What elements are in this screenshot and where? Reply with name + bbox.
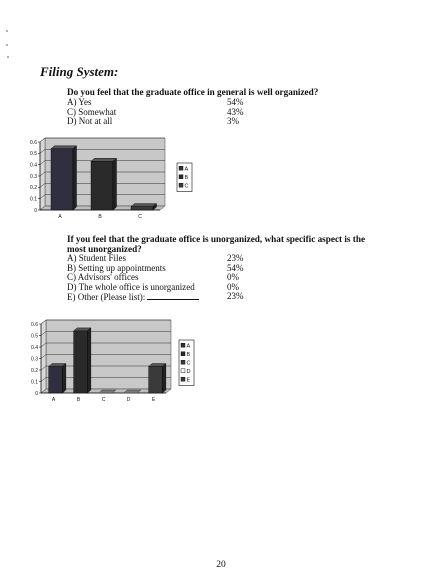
bar xyxy=(49,367,63,393)
y-tick-label: 0.2 xyxy=(30,185,37,192)
scan-mark xyxy=(6,44,8,46)
legend-swatch xyxy=(181,360,185,364)
legend-label: A xyxy=(186,343,191,350)
legend-swatch xyxy=(179,175,183,179)
option-label: A) Student Files xyxy=(67,253,127,263)
option-label: D) The whole office is unorganized xyxy=(67,281,195,292)
x-tick-label: A xyxy=(51,397,56,403)
option-text: E) Other (Please list): xyxy=(67,292,146,303)
question-2-options xyxy=(67,254,267,303)
bar-top xyxy=(131,204,157,207)
legend-swatch xyxy=(181,377,185,381)
option-percent: 3% xyxy=(227,116,239,127)
y-tick-label: 0.4 xyxy=(30,162,37,169)
scan-mark xyxy=(7,56,9,58)
option-percent: 54% xyxy=(227,262,244,273)
option-label: C) Somewhat xyxy=(67,106,117,117)
bar xyxy=(131,207,153,210)
x-tick-label: E xyxy=(151,397,156,403)
legend-swatch xyxy=(181,369,185,373)
y-tick-label: 0 xyxy=(34,207,37,214)
bar-top xyxy=(91,158,117,161)
legend-label: E xyxy=(186,377,191,384)
y-tick-label: 0.3 xyxy=(30,173,37,180)
option-percent: 23% xyxy=(227,291,244,302)
fill-in-blank xyxy=(147,292,199,300)
x-tick-label: B xyxy=(76,397,81,403)
bar-side xyxy=(73,146,77,210)
bar-chart-q1 xyxy=(24,130,214,225)
bar xyxy=(74,331,88,393)
question-2: If you feel that the graduate office is unorganized, what specific aspect is the most unorganized? xyxy=(67,234,366,254)
legend-swatch xyxy=(179,183,183,187)
section-title: Filing System: xyxy=(40,64,119,79)
option-percent: 0% xyxy=(227,281,239,292)
bar xyxy=(149,367,163,393)
bar-side xyxy=(162,364,166,393)
x-tick-label: D xyxy=(126,397,131,403)
bar-side xyxy=(113,158,117,210)
x-tick-label: A xyxy=(58,214,62,220)
legend-label: B xyxy=(184,174,189,181)
bar-top xyxy=(51,146,77,149)
option-percent: 0% xyxy=(227,272,239,283)
legend-label: A xyxy=(184,166,189,173)
option-percent: 43% xyxy=(227,106,244,117)
bar-side xyxy=(87,328,91,393)
page-number: 20 xyxy=(216,560,226,570)
answer-option xyxy=(67,117,267,127)
y-tick-label: 0.2 xyxy=(31,367,38,374)
x-tick-label: C xyxy=(138,214,142,220)
y-tick-label: 0 xyxy=(35,390,38,397)
legend-label: D xyxy=(186,368,191,375)
question-1-options xyxy=(67,98,267,127)
bar-chart-q2 xyxy=(24,318,214,410)
legend-label: B xyxy=(186,351,191,358)
legend-label: C xyxy=(186,360,191,367)
question-1: Do you feel that the graduate office in general is well organized? xyxy=(67,87,319,97)
option-label xyxy=(67,292,227,303)
option-label: A) Yes xyxy=(67,97,92,107)
y-tick-label: 0.4 xyxy=(31,344,38,351)
option-label: C) Advisors' offices xyxy=(67,272,139,283)
x-tick-label: B xyxy=(98,214,102,220)
answer-option xyxy=(67,292,267,303)
scan-mark xyxy=(6,30,8,32)
y-tick-label: 0.1 xyxy=(31,379,38,386)
option-label: B) Setting up appointments xyxy=(67,262,166,273)
y-tick-label: 0.5 xyxy=(30,151,37,158)
y-tick-label: 0.6 xyxy=(31,321,38,328)
legend-swatch xyxy=(181,352,185,356)
x-tick-label: C xyxy=(101,397,106,403)
legend-swatch xyxy=(181,343,185,347)
legend-label: C xyxy=(184,183,189,190)
option-percent: 23% xyxy=(227,253,244,263)
y-tick-label: 0.5 xyxy=(31,333,38,340)
bar xyxy=(51,149,73,210)
y-tick-label: 0.6 xyxy=(30,139,37,146)
y-tick-label: 0.1 xyxy=(30,196,37,203)
legend-swatch xyxy=(179,166,183,170)
y-tick-label: 0.3 xyxy=(31,356,38,363)
option-percent: 54% xyxy=(227,97,244,107)
option-label: D) Not at all xyxy=(67,116,113,127)
bar xyxy=(91,161,113,210)
bar-side xyxy=(62,364,66,393)
